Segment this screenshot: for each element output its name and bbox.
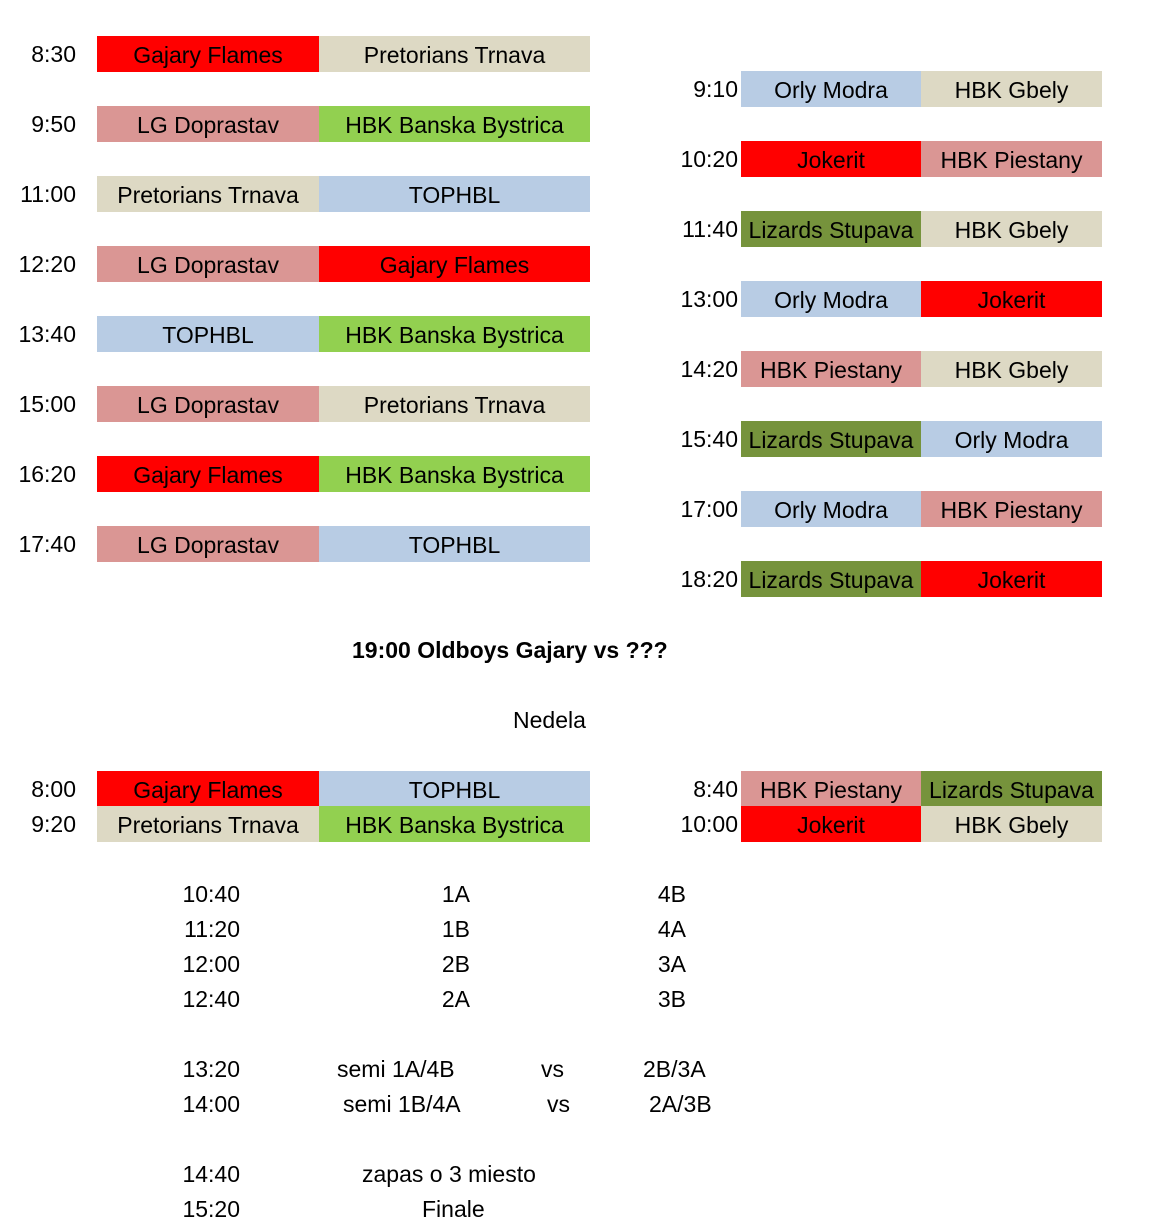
home-team-cell: Lizards Stupava — [741, 211, 921, 247]
playoff-time: 14:40 — [182, 1161, 240, 1187]
away-team-cell: Jokerit — [921, 561, 1102, 597]
playoff-time: 13:20 — [182, 1056, 240, 1082]
match-time: 12:20 — [18, 251, 76, 277]
away-team-cell: Pretorians Trnava — [319, 36, 590, 72]
semifinal-vs: vs — [541, 1056, 564, 1082]
home-team-cell: HBK Piestany — [741, 771, 921, 807]
away-team-cell: HBK Piestany — [921, 491, 1102, 527]
playoff-slot-b: 4A — [657, 916, 686, 942]
home-team-cell: HBK Piestany — [741, 351, 921, 387]
match-time: 15:40 — [680, 426, 738, 452]
home-team-cell: Gajary Flames — [97, 771, 319, 807]
home-team-cell: Lizards Stupava — [741, 561, 921, 597]
semifinal-pairing-a: semi 1A/4B — [337, 1056, 455, 1082]
away-team-cell: TOPHBL — [319, 176, 590, 212]
away-team-cell: HBK Banska Bystrica — [319, 106, 590, 142]
away-team-cell: TOPHBL — [319, 771, 590, 807]
match-time: 15:00 — [18, 391, 76, 417]
playoff-time: 15:20 — [182, 1196, 240, 1222]
match-time: 8:40 — [693, 776, 738, 802]
away-team-cell: Jokerit — [921, 281, 1102, 317]
away-team-cell: HBK Gbely — [921, 806, 1102, 842]
home-team-cell: Lizards Stupava — [741, 421, 921, 457]
away-team-cell: HBK Banska Bystrica — [319, 456, 590, 492]
away-team-cell: HBK Gbely — [921, 351, 1102, 387]
match-time: 13:40 — [18, 321, 76, 347]
home-team-cell: LG Doprastav — [97, 386, 319, 422]
semifinal-pairing-b: 2A/3B — [649, 1091, 712, 1117]
home-team-cell: Gajary Flames — [97, 36, 319, 72]
match-time: 8:00 — [31, 776, 76, 802]
special-match-line: 19:00 Oldboys Gajary vs ??? — [352, 637, 668, 663]
match-time: 18:20 — [680, 566, 738, 592]
final-match-label: zapas o 3 miesto — [362, 1161, 536, 1187]
playoff-slot-a: 2A — [441, 986, 470, 1012]
final-match-label: Finale — [422, 1196, 485, 1222]
semifinal-pairing-a: semi 1B/4A — [343, 1091, 461, 1117]
home-team-cell: Jokerit — [741, 141, 921, 177]
away-team-cell: Pretorians Trnava — [319, 386, 590, 422]
away-team-cell: HBK Gbely — [921, 71, 1102, 107]
match-time: 17:40 — [18, 531, 76, 557]
home-team-cell: Orly Modra — [741, 491, 921, 527]
match-time: 14:20 — [680, 356, 738, 382]
away-team-cell: Gajary Flames — [319, 246, 590, 282]
home-team-cell: Orly Modra — [741, 281, 921, 317]
playoff-time: 12:40 — [182, 986, 240, 1012]
match-time: 9:50 — [31, 111, 76, 137]
home-team-cell: Orly Modra — [741, 71, 921, 107]
match-time: 13:00 — [680, 286, 738, 312]
day-label: Nedela — [513, 707, 586, 733]
away-team-cell: Lizards Stupava — [921, 771, 1102, 807]
match-time: 11:40 — [682, 216, 738, 242]
playoff-slot-b: 4B — [657, 881, 686, 907]
match-time: 17:00 — [680, 496, 738, 522]
home-team-cell: Pretorians Trnava — [97, 176, 319, 212]
playoff-time: 10:40 — [182, 881, 240, 907]
match-time: 9:20 — [31, 811, 76, 837]
away-team-cell: HBK Banska Bystrica — [319, 316, 590, 352]
home-team-cell: LG Doprastav — [97, 106, 319, 142]
semifinal-pairing-b: 2B/3A — [643, 1056, 706, 1082]
match-time: 11:00 — [20, 181, 76, 207]
match-time: 16:20 — [18, 461, 76, 487]
playoff-slot-b: 3B — [657, 986, 686, 1012]
home-team-cell: Gajary Flames — [97, 456, 319, 492]
playoff-slot-a: 1B — [441, 916, 470, 942]
playoff-time: 14:00 — [182, 1091, 240, 1117]
away-team-cell: HBK Gbely — [921, 211, 1102, 247]
home-team-cell: LG Doprastav — [97, 246, 319, 282]
away-team-cell: TOPHBL — [319, 526, 590, 562]
away-team-cell: HBK Piestany — [921, 141, 1102, 177]
playoff-time: 12:00 — [182, 951, 240, 977]
playoff-slot-b: 3A — [657, 951, 686, 977]
home-team-cell: TOPHBL — [97, 316, 319, 352]
home-team-cell: Pretorians Trnava — [97, 806, 319, 842]
match-time: 10:00 — [680, 811, 738, 837]
playoff-slot-a: 2B — [441, 951, 470, 977]
home-team-cell: Jokerit — [741, 806, 921, 842]
match-time: 9:10 — [693, 76, 738, 102]
semifinal-vs: vs — [547, 1091, 570, 1117]
away-team-cell: Orly Modra — [921, 421, 1102, 457]
match-time: 10:20 — [680, 146, 738, 172]
home-team-cell: LG Doprastav — [97, 526, 319, 562]
away-team-cell: HBK Banska Bystrica — [319, 806, 590, 842]
playoff-time: 11:20 — [184, 916, 240, 942]
playoff-slot-a: 1A — [441, 881, 470, 907]
match-time: 8:30 — [31, 41, 76, 67]
